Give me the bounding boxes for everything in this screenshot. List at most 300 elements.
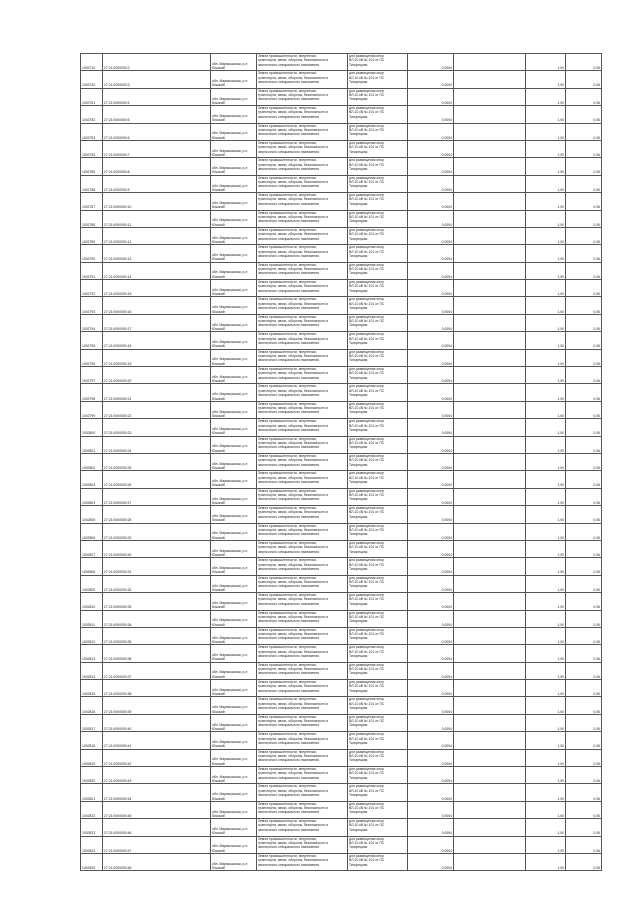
permitted-use-line: для размещения опор — [349, 193, 384, 198]
cost-value: 0,06 — [566, 367, 602, 384]
permitted-use-line: для размещения опор — [349, 280, 384, 285]
location-line: Южский — [212, 205, 225, 210]
table-row — [81, 401, 602, 418]
location-line: Южский — [212, 118, 225, 123]
location-line: Южский — [212, 639, 225, 644]
permitted-use-line: для размещения опор — [349, 419, 384, 424]
land-category-line: Земли промышленности, энергетики, — [258, 697, 317, 702]
permitted-use-line: для размещения опор — [349, 245, 384, 250]
land-category-cell — [257, 732, 348, 749]
permitted-use-line: ВЛ-10 кВ № 101 от ПС — [349, 284, 385, 289]
land-category-cell — [257, 332, 348, 349]
area-value: 0,0004 — [408, 401, 454, 418]
empty-cell — [454, 158, 526, 175]
rate-value: 1,00 — [526, 749, 566, 766]
permitted-use-cell — [348, 140, 408, 157]
land-category-line: транспорта, связи, обороны, безопасности и — [258, 788, 329, 793]
land-category-line: земли иного специального назначения — [258, 358, 320, 363]
permitted-use-line: для размещения опор — [349, 54, 384, 58]
row-id: 1002825 — [81, 853, 103, 870]
permitted-use-line: Тихорецкая — [349, 132, 368, 137]
permitted-use-line: для размещения опор — [349, 610, 384, 615]
land-category-cell — [257, 645, 348, 662]
cost-value: 0,06 — [566, 297, 602, 314]
location-line: Южский — [212, 187, 225, 192]
land-category-cell — [257, 471, 348, 488]
permitted-use-cell — [348, 749, 408, 766]
cadastral-number: 27:21:0000000:38 — [103, 680, 211, 697]
land-category-line: Земли промышленности, энергетики, — [258, 123, 317, 128]
land-category-line: Земли промышленности, энергетики, — [258, 227, 317, 232]
row-id: 1002816 — [81, 697, 103, 714]
row-id: 1002818 — [81, 732, 103, 749]
land-category-line: земли иного специального назначения — [258, 306, 320, 311]
area-value: 0,0004 — [408, 732, 454, 749]
land-category-line: земли иного специального назначения — [258, 201, 320, 206]
location-line: обл. Мармышская, р-н — [212, 253, 248, 258]
permitted-use-line: ВЛ-10 кВ № 101 от ПС — [349, 458, 385, 463]
cost-value: 0,06 — [566, 88, 602, 105]
permitted-use-line: ВЛ-10 кВ № 101 от ПС — [349, 788, 385, 793]
rate-value: 1,00 — [526, 384, 566, 401]
permitted-use-cell — [348, 593, 408, 610]
land-category-line: Земли промышленности, энергетики, — [258, 349, 317, 354]
permitted-use-line: ВЛ-10 кВ № 101 от ПС — [349, 423, 385, 428]
area-value: 0,0004 — [408, 54, 454, 71]
row-id: 1002820 — [81, 767, 103, 784]
land-category-cell — [257, 506, 348, 523]
area-value: 0,0004 — [408, 367, 454, 384]
permitted-use-line: ВЛ-10 кВ № 101 от ПС — [349, 736, 385, 741]
area-value: 0,0004 — [408, 123, 454, 140]
permitted-use-line: Тихорецкая — [349, 688, 368, 693]
location-line: Южский — [212, 726, 225, 731]
land-category-line: земли иного специального назначения — [258, 636, 320, 641]
land-category-cell — [257, 853, 348, 870]
empty-cell — [454, 140, 526, 157]
land-category-line: земли иного специального назначения — [258, 410, 320, 415]
table-row — [81, 697, 602, 714]
rate-value: 1,00 — [526, 453, 566, 470]
rate-value: 1,00 — [526, 593, 566, 610]
land-category-cell — [257, 419, 348, 436]
land-category-line: транспорта, связи, обороны, безопасности и — [258, 649, 329, 654]
land-category-cell — [257, 297, 348, 314]
land-category-cell — [257, 54, 348, 71]
rate-value: 1,00 — [526, 280, 566, 297]
cadastral-number: 27:21:0000000:43 — [103, 767, 211, 784]
permitted-use-line: ВЛ-10 кВ № 101 от ПС — [349, 110, 385, 115]
permitted-use-line: ВЛ-10 кВ № 101 от ПС — [349, 753, 385, 758]
location-line: Южский — [212, 222, 225, 227]
land-category-line: земли иного специального назначения — [258, 775, 320, 780]
land-category-line: Земли промышленности, энергетики, — [258, 384, 317, 389]
rate-value: 1,00 — [526, 297, 566, 314]
location-line: обл. Мармышская, р-н — [212, 200, 248, 205]
location-line: обл. Мармышская, р-н — [212, 305, 248, 310]
permitted-use-cell — [348, 453, 408, 470]
cost-value: 0,06 — [566, 436, 602, 453]
location-line: Южский — [212, 866, 225, 871]
cadastral-number: 27:21:0000000:8 — [103, 158, 211, 175]
empty-cell — [454, 384, 526, 401]
permitted-use-line: Тихорецкая — [349, 358, 368, 363]
land-category-cell — [257, 819, 348, 836]
land-category-line: земли иного специального назначения — [258, 288, 320, 293]
permitted-use-line: для размещения опор — [349, 88, 384, 93]
land-category-cell — [257, 436, 348, 453]
cost-value: 0,06 — [566, 523, 602, 540]
rate-value: 1,00 — [526, 506, 566, 523]
land-category-line: транспорта, связи, обороны, безопасности и — [258, 597, 329, 602]
location-line: обл. Мармышская, р-н — [212, 166, 248, 171]
empty-cell — [454, 367, 526, 384]
permitted-use-line: Тихорецкая — [349, 340, 368, 345]
location-line: Южский — [212, 66, 225, 71]
location-cell — [211, 106, 257, 123]
permitted-use-line: Тихорецкая — [349, 97, 368, 102]
location-line: Южский — [212, 448, 225, 453]
row-id: 1002796 — [81, 349, 103, 366]
location-line: Южский — [212, 622, 225, 627]
row-id: 1002799 — [81, 401, 103, 418]
row-id: 1002812 — [81, 627, 103, 644]
land-category-line: транспорта, связи, обороны, безопасности и — [258, 406, 329, 411]
permitted-use-line: ВЛ-10 кВ № 101 от ПС — [349, 840, 385, 845]
land-category-line: транспорта, связи, обороны, безопасности и — [258, 249, 329, 254]
cost-value: 0,06 — [566, 314, 602, 331]
table-row — [81, 523, 602, 540]
location-cell — [211, 593, 257, 610]
location-cell — [211, 453, 257, 470]
location-line: Южский — [212, 796, 225, 801]
row-id: 1002794 — [81, 314, 103, 331]
cadastral-number: 27:21:0000000:6 — [103, 123, 211, 140]
permitted-use-line: для размещения опор — [349, 767, 384, 772]
empty-cell — [454, 523, 526, 540]
location-cell — [211, 732, 257, 749]
rate-value: 1,00 — [526, 627, 566, 644]
land-category-line: земли иного специального назначения — [258, 532, 320, 537]
land-category-line: Земли промышленности, энергетики, — [258, 784, 317, 789]
cadastral-number: 27:21:0000000:27 — [103, 488, 211, 505]
area-value: 0,0004 — [408, 71, 454, 88]
cost-value: 0,06 — [566, 349, 602, 366]
land-category-cell — [257, 523, 348, 540]
land-category-cell — [257, 488, 348, 505]
location-line: Южский — [212, 379, 225, 384]
location-cell — [211, 384, 257, 401]
cost-value: 0,06 — [566, 471, 602, 488]
row-id: 1002781 — [81, 88, 103, 105]
land-category-line: земли иного специального назначения — [258, 549, 320, 554]
location-line: обл. Мармышская, р-н — [212, 270, 248, 275]
area-value: 0,0004 — [408, 819, 454, 836]
permitted-use-line: Тихорецкая — [349, 810, 368, 815]
land-category-line: транспорта, связи, обороны, безопасности и — [258, 823, 329, 828]
location-cell — [211, 801, 257, 818]
permitted-use-line: для размещения опор — [349, 714, 384, 719]
land-category-line: транспорта, связи, обороны, безопасности и — [258, 110, 329, 115]
empty-cell — [454, 123, 526, 140]
area-value: 0,0004 — [408, 193, 454, 210]
location-line: обл. Мармышская, р-н — [212, 322, 248, 327]
cost-value: 0,06 — [566, 662, 602, 679]
permitted-use-line: для размещения опор — [349, 210, 384, 215]
rate-value: 1,00 — [526, 401, 566, 418]
area-value: 0,0004 — [408, 280, 454, 297]
land-category-line: транспорта, связи, обороны, безопасности и — [258, 840, 329, 845]
land-category-line: транспорта, связи, обороны, безопасности и — [258, 93, 329, 98]
permitted-use-cell — [348, 853, 408, 870]
cadastral-number: 27:21:0000000:19 — [103, 349, 211, 366]
location-line: Южский — [212, 570, 225, 575]
empty-cell — [454, 662, 526, 679]
land-category-line: транспорта, связи, обороны, безопасности и — [258, 180, 329, 185]
location-line: Южский — [212, 309, 225, 314]
location-line: Южский — [212, 344, 225, 349]
permitted-use-line: ВЛ-10 кВ № 101 от ПС — [349, 632, 385, 637]
cadastral-number: 27:21:0000000:36 — [103, 645, 211, 662]
location-cell — [211, 506, 257, 523]
location-line: обл. Мармышская, р-н — [212, 357, 248, 362]
permitted-use-line: ВЛ-10 кВ № 101 от ПС — [349, 319, 385, 324]
table-row — [81, 471, 602, 488]
cadastral-number: 27:21:0000000:23 — [103, 419, 211, 436]
permitted-use-cell — [348, 575, 408, 592]
area-value: 0,0004 — [408, 349, 454, 366]
land-category-line: транспорта, связи, обороны, безопасности и — [258, 214, 329, 219]
permitted-use-cell — [348, 680, 408, 697]
location-line: обл. Мармышская, р-н — [212, 148, 248, 153]
cadastral-number: 27:21:0000000:15 — [103, 280, 211, 297]
permitted-use-line: для размещения опор — [349, 332, 384, 337]
land-category-line: транспорта, связи, обороны, безопасности и — [258, 162, 329, 167]
location-cell — [211, 749, 257, 766]
land-category-line: транспорта, связи, обороны, безопасности и — [258, 232, 329, 237]
area-value: 0,0004 — [408, 471, 454, 488]
location-line: обл. Мармышская, р-н — [212, 287, 248, 292]
cost-value: 0,06 — [566, 593, 602, 610]
land-category-line: Земли промышленности, энергетики, — [258, 210, 317, 215]
location-line: Южский — [212, 240, 225, 244]
area-value: 0,0004 — [408, 175, 454, 192]
empty-cell — [454, 227, 526, 244]
cost-value: 0,06 — [566, 680, 602, 697]
land-category-line: транспорта, связи, обороны, безопасности и — [258, 475, 329, 480]
empty-cell — [454, 314, 526, 331]
permitted-use-line: Тихорецкая — [349, 323, 368, 328]
area-value: 0,0004 — [408, 158, 454, 175]
row-id: 1002805 — [81, 506, 103, 523]
location-line: обл. Мармышская, р-н — [212, 131, 248, 136]
location-line: Южский — [212, 170, 225, 175]
permitted-use-line: для размещения опор — [349, 262, 384, 267]
permitted-use-line: для размещения опор — [349, 297, 384, 302]
row-id: 1002817 — [81, 714, 103, 731]
permitted-use-line: для размещения опор — [349, 680, 384, 685]
location-cell — [211, 853, 257, 870]
land-category-line: транспорта, связи, обороны, безопасности и — [258, 388, 329, 393]
empty-cell — [454, 732, 526, 749]
row-id: 1002795 — [81, 332, 103, 349]
land-category-line: Земли промышленности, энергетики, — [258, 836, 317, 841]
cadastral-number: 27:21:0000000:40 — [103, 714, 211, 731]
table-row — [81, 158, 602, 175]
empty-cell — [454, 610, 526, 627]
permitted-use-line: Тихорецкая — [349, 740, 368, 745]
permitted-use-cell — [348, 558, 408, 575]
row-id: 1002822 — [81, 801, 103, 818]
land-category-cell — [257, 158, 348, 175]
permitted-use-line: ВЛ-10 кВ № 101 от ПС — [349, 58, 385, 63]
cost-value: 0,06 — [566, 714, 602, 731]
rate-value: 1,00 — [526, 575, 566, 592]
rate-value: 1,00 — [526, 645, 566, 662]
cadastral-number: 27:21:0000000:48 — [103, 853, 211, 870]
permitted-use-line: ВЛ-10 кВ № 101 от ПС — [349, 197, 385, 202]
table-row — [81, 558, 602, 575]
land-category-line: земли иного специального назначения — [258, 97, 320, 102]
land-category-cell — [257, 227, 348, 244]
area-value: 0,0004 — [408, 540, 454, 557]
location-line: Южский — [212, 761, 225, 766]
cost-value: 0,06 — [566, 767, 602, 784]
row-id: 1002786 — [81, 175, 103, 192]
land-category-line: земли иного специального назначения — [258, 514, 320, 519]
cadastral-number: 27:21:0000000:4 — [103, 88, 211, 105]
table-row — [81, 140, 602, 157]
land-category-line: Земли промышленности, энергетики, — [258, 575, 317, 580]
permitted-use-line: для размещения опор — [349, 123, 384, 128]
permitted-use-line: ВЛ-10 кВ № 101 от ПС — [349, 580, 385, 585]
land-category-line: Земли промышленности, энергетики, — [258, 158, 317, 163]
cost-value: 0,06 — [566, 645, 602, 662]
location-line: Южский — [212, 831, 225, 836]
empty-cell — [454, 506, 526, 523]
permitted-use-cell — [348, 401, 408, 418]
table-row — [81, 645, 602, 662]
permitted-use-line: Тихорецкая — [349, 427, 368, 432]
permitted-use-line: ВЛ-10 кВ № 101 от ПС — [349, 180, 385, 185]
land-category-line: земли иного специального назначения — [258, 497, 320, 502]
empty-cell — [454, 297, 526, 314]
permitted-use-cell — [348, 610, 408, 627]
empty-cell — [454, 767, 526, 784]
cadastral-number: 27:21:0000000:18 — [103, 332, 211, 349]
table-row — [81, 540, 602, 557]
row-id: 1002813 — [81, 645, 103, 662]
empty-cell — [454, 575, 526, 592]
area-value: 0,0004 — [408, 680, 454, 697]
land-category-line: транспорта, связи, обороны, безопасности и — [258, 771, 329, 776]
permitted-use-line: для размещения опор — [349, 853, 384, 858]
cadastral-number: 27:21:0000000:7 — [103, 140, 211, 157]
permitted-use-line: Тихорецкая — [349, 566, 368, 571]
area-value: 0,0004 — [408, 767, 454, 784]
land-category-line: Земли промышленности, энергетики, — [258, 140, 317, 145]
land-category-cell — [257, 401, 348, 418]
rate-value: 1,00 — [526, 158, 566, 175]
permitted-use-line: Тихорецкая — [349, 706, 368, 711]
location-cell — [211, 419, 257, 436]
empty-cell — [454, 71, 526, 88]
land-category-cell — [257, 662, 348, 679]
permitted-use-line: для размещения опор — [349, 506, 384, 511]
land-category-line: транспорта, связи, обороны, безопасности и — [258, 127, 329, 132]
location-line: обл. Мармышская, р-н — [212, 548, 248, 553]
land-category-line: земли иного специального назначения — [258, 427, 320, 432]
land-category-line: земли иного специального назначения — [258, 184, 320, 189]
permitted-use-line: ВЛ-10 кВ № 101 от ПС — [349, 684, 385, 689]
permitted-use-line: Тихорецкая — [349, 584, 368, 589]
land-category-line: Земли промышленности, энергетики, — [258, 749, 317, 754]
rate-value: 1,00 — [526, 540, 566, 557]
location-cell — [211, 314, 257, 331]
location-line: Южский — [212, 518, 225, 523]
permitted-use-line: Тихорецкая — [349, 636, 368, 641]
permitted-use-line: ВЛ-10 кВ № 101 от ПС — [349, 614, 385, 619]
cost-value: 0,06 — [566, 71, 602, 88]
land-category-line: Земли промышленности, энергетики, — [258, 280, 317, 285]
land-category-cell — [257, 262, 348, 279]
land-category-line: транспорта, связи, обороны, безопасности и — [258, 614, 329, 619]
empty-cell — [454, 749, 526, 766]
permitted-use-cell — [348, 471, 408, 488]
location-line: Южский — [212, 431, 225, 436]
permitted-use-line: ВЛ-10 кВ № 101 от ПС — [349, 701, 385, 706]
land-category-cell — [257, 697, 348, 714]
cadastral-number: 27:21:0000000:35 — [103, 627, 211, 644]
land-category-line: земли иного специального назначения — [258, 79, 320, 84]
cost-value: 0,06 — [566, 245, 602, 262]
permitted-use-line: Тихорецкая — [349, 601, 368, 606]
row-id: 1002785 — [81, 158, 103, 175]
cadastral-number: 27:21:0000000:22 — [103, 401, 211, 418]
permitted-use-cell — [348, 732, 408, 749]
land-category-line: Земли промышленности, энергетики, — [258, 680, 317, 685]
cost-value: 0,06 — [566, 123, 602, 140]
area-value: 0,0004 — [408, 523, 454, 540]
cadastral-number: 27:21:0000000:39 — [103, 697, 211, 714]
table-row — [81, 819, 602, 836]
cadastral-number: 27:21:0000000:44 — [103, 784, 211, 801]
permitted-use-line: ВЛ-10 кВ № 101 от ПС — [349, 75, 385, 80]
permitted-use-line: ВЛ-10 кВ № 101 от ПС — [349, 266, 385, 271]
permitted-use-line: для размещения опор — [349, 645, 384, 650]
area-value: 0,0004 — [408, 262, 454, 279]
cost-value: 0,06 — [566, 627, 602, 644]
location-line: Южский — [212, 553, 225, 558]
cadastral-number: 27:21:0000000:32 — [103, 575, 211, 592]
land-category-line: транспорта, связи, обороны, безопасности и — [258, 197, 329, 202]
cost-value: 0,06 — [566, 575, 602, 592]
land-category-line: Земли промышленности, энергетики, — [258, 732, 317, 737]
permitted-use-line: Тихорецкая — [349, 219, 368, 224]
location-line: Южский — [212, 779, 225, 784]
location-line: Южский — [212, 605, 225, 610]
table-row — [81, 384, 602, 401]
location-cell — [211, 297, 257, 314]
permitted-use-line: Тихорецкая — [349, 184, 368, 189]
permitted-use-line: ВЛ-10 кВ № 101 от ПС — [349, 232, 385, 237]
row-id: 1002824 — [81, 836, 103, 853]
permitted-use-line: для размещения опор — [349, 627, 384, 632]
cadastral-number: 27:21:0000000:24 — [103, 436, 211, 453]
location-cell — [211, 697, 257, 714]
location-cell — [211, 175, 257, 192]
table-row — [81, 627, 602, 644]
